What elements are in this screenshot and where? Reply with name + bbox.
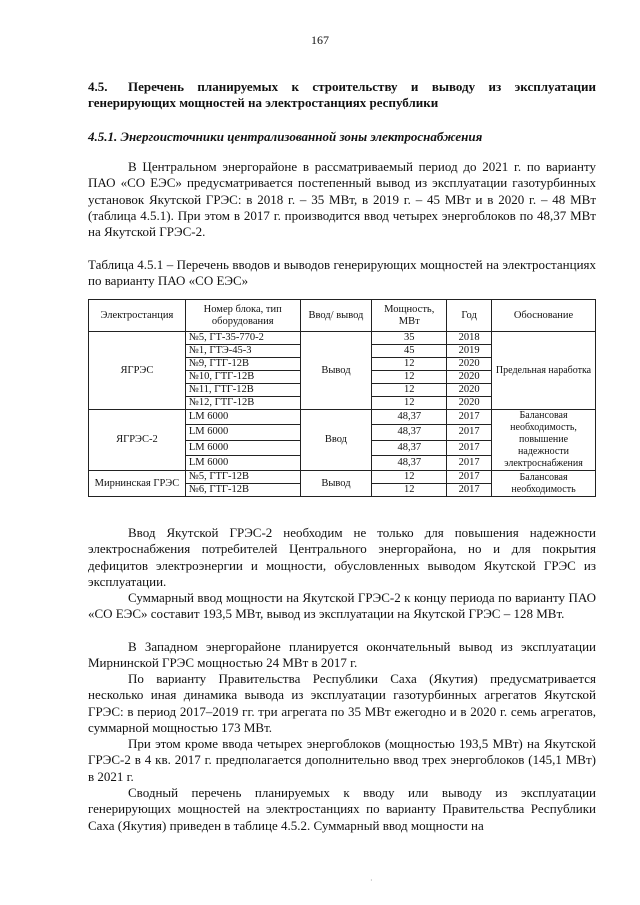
cell-unit: №6, ГТГ-12В xyxy=(185,484,300,497)
cell-unit: №11, ГТГ-12В xyxy=(185,384,300,397)
cell-year: 2017 xyxy=(447,440,492,455)
header-unit: Номер блока, тип оборудования xyxy=(185,300,300,332)
cell-action: Ввод xyxy=(300,410,372,471)
cell-unit: №12, ГТГ-12В xyxy=(185,397,300,410)
cell-power: 48,37 xyxy=(372,440,447,455)
subsection-heading: 4.5.1. Энергоисточники централизованной зоны электроснабжения xyxy=(88,129,483,144)
table-row xyxy=(89,471,596,484)
paragraph-1: В Центральном энергорайоне в рассматриваемый период до 2021 г. по варианту ПАО «СО ЕЭС» предусматривается постепенный вывод из эксплуатации газотурбинных установок Якутской ГРЭС: в 2018 г. – 35 МВт, в 2019 г. – 45 МВт и в 2020 г. – 48 МВт (таблица 4.5.1). При этом в 2017 г. производится ввод четырех энергоблоков по 48,37 МВт на Якутской ГРЭС-2. xyxy=(88,159,596,240)
cell-power: 12 xyxy=(372,384,447,397)
cell-year: 2020 xyxy=(447,371,492,384)
cell-power: 12 xyxy=(372,471,447,484)
cell-power: 45 xyxy=(372,345,447,358)
paragraph-6: При этом кроме ввода четырех энергоблоков (мощностью 193,5 МВт) на Якутской ГРЭС-2 в 4 кв. 2017 г. предполагается дополнительно ввод трех энергоблоков (145,1 МВт) в 2021 г. xyxy=(88,736,596,784)
section-title: Перечень планируемых к строительству и выводу из эксплуатации генерирующих мощностей на электростанциях республики xyxy=(88,79,596,110)
header-power: Мощность, МВт xyxy=(372,300,447,332)
cell-action: Вывод xyxy=(300,471,372,497)
header-reason: Обоснование xyxy=(492,300,596,332)
cell-year: 2018 xyxy=(447,332,492,345)
section-heading xyxy=(88,79,596,111)
cell-unit: LM 6000 xyxy=(185,425,300,440)
cell-unit: LM 6000 xyxy=(185,455,300,470)
cell-unit: №5, ГТ-35-770-2 xyxy=(185,332,300,345)
header-station: Электростанция xyxy=(89,300,186,332)
cell-power: 35 xyxy=(372,332,447,345)
cell-unit: №9, ГТГ-12В xyxy=(185,358,300,371)
cell-year: 2017 xyxy=(447,455,492,470)
table-row xyxy=(89,410,596,425)
table-header-row xyxy=(89,300,596,332)
cell-power: 12 xyxy=(372,484,447,497)
cell-power: 48,37 xyxy=(372,455,447,470)
cell-power: 12 xyxy=(372,371,447,384)
header-year: Год xyxy=(447,300,492,332)
paragraph-2: Ввод Якутской ГРЭС-2 необходим не только для повышения надежности электроснабжения потребителей Центрального энергорайона, но и для покрытия дефицитов электроэнергии и мощности, обусловленных выводом Якутской ГРЭС из эксплуатации. xyxy=(88,525,596,589)
cell-year: 2017 xyxy=(447,471,492,484)
cell-power: 12 xyxy=(372,358,447,371)
table-row xyxy=(89,332,596,345)
cell-power: 48,37 xyxy=(372,410,447,425)
header-action: Ввод/ вывод xyxy=(300,300,372,332)
cell-year: 2020 xyxy=(447,397,492,410)
cell-power: 48,37 xyxy=(372,425,447,440)
paragraph-3: Суммарный ввод мощности на Якутской ГРЭС-2 к концу периода по варианту ПАО «СО ЕЭС» составит 193,5 МВт, вывод из эксплуатации на Якутской ГРЭС – 128 МВт. xyxy=(88,590,596,622)
cell-unit: №10, ГТГ-12В xyxy=(185,371,300,384)
scan-mark: · xyxy=(370,876,373,885)
cell-unit: LM 6000 xyxy=(185,440,300,455)
page-number: 167 xyxy=(311,33,329,47)
cell-power: 12 xyxy=(372,397,447,410)
paragraph-7: Сводный перечень планируемых к вводу или выводу из эксплуатации генерирующих мощностей на электростанциях по варианту Правительства Республики Саха (Якутия) приведен в таблице 4.5.2. Суммарный ввод мощности на xyxy=(88,785,596,833)
cell-reason: Балансовая необходимость, повышение надежности электроснабжения xyxy=(492,410,596,471)
table-caption: Таблица 4.5.1 – Перечень вводов и выводов генерирующих мощностей на электростанциях по варианту ПАО «СО ЕЭС» xyxy=(88,257,596,288)
cell-reason: Балансовая необходимость xyxy=(492,471,596,497)
cell-unit: №1, ГТЭ-45-3 xyxy=(185,345,300,358)
cell-station: ЯГРЭС-2 xyxy=(89,410,186,471)
cell-action: Вывод xyxy=(300,332,372,410)
cell-year: 2020 xyxy=(447,358,492,371)
paragraph-4: В Западном энергорайоне планируется окончательный вывод из эксплуатации Мирнинской ГРЭС мощностью 24 МВт в 2017 г. xyxy=(88,639,596,671)
cell-year: 2017 xyxy=(447,484,492,497)
cell-unit: №5, ГТГ-12В xyxy=(185,471,300,484)
cell-year: 2017 xyxy=(447,410,492,425)
section-number: 4.5. xyxy=(88,79,108,94)
cell-station: Мирнинская ГРЭС xyxy=(89,471,186,497)
cell-year: 2019 xyxy=(447,345,492,358)
generation-table xyxy=(88,299,596,497)
cell-unit: LM 6000 xyxy=(185,410,300,425)
cell-station: ЯГРЭС xyxy=(89,332,186,410)
cell-year: 2017 xyxy=(447,425,492,440)
cell-reason: Предельная наработка xyxy=(492,332,596,410)
cell-year: 2020 xyxy=(447,384,492,397)
paragraph-5: По варианту Правительства Республики Саха (Якутия) предусматривается несколько иная динамика вывода из эксплуатации газотурбинных агрегатов Якутской ГРЭС: в период 2017–2019 гг. три агрегата по 35 МВт ежегодно и в 2020 г. семь агрегатов, суммарной мощностью 173 МВт. xyxy=(88,671,596,735)
